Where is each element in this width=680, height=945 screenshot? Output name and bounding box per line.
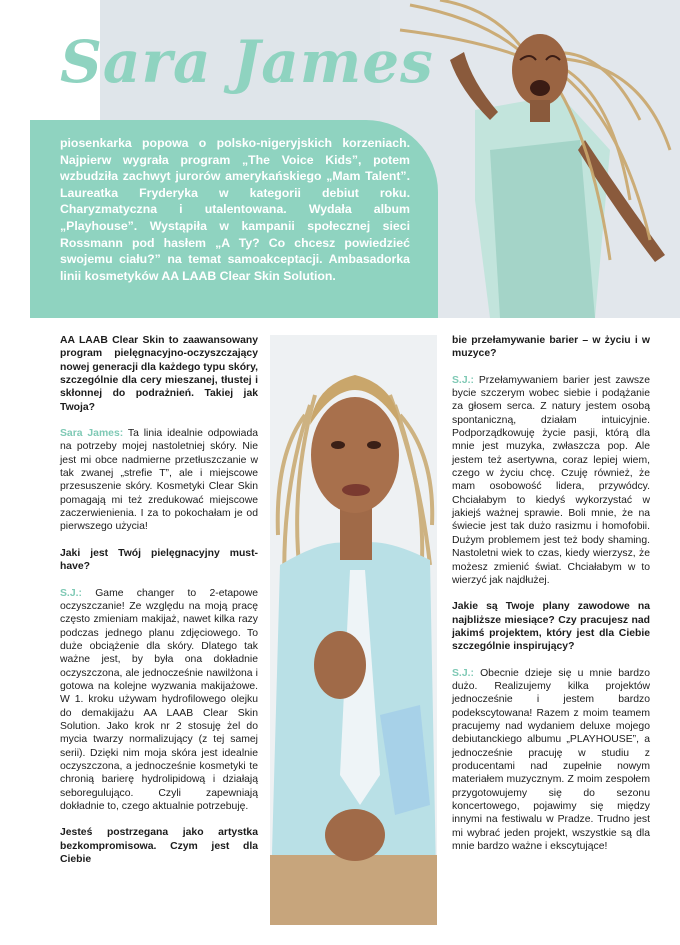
interview-column-right: [452, 334, 650, 866]
speaker-label: S.J.:: [60, 587, 82, 599]
interview-column-left: [60, 334, 258, 879]
page-title: Sara James: [60, 28, 434, 96]
question-1: AA LAAB Clear Skin to zaawansowany program pielęgnacyjno-oczyszczający nowej generacji dla każdego typu skóry, szczególnie dla cery mieszanej, tłustej i skłonnej do podrażnień. Takiej jak Twoja?: [60, 335, 258, 413]
question-3-start: Jesteś postrzegana jako artystka bezkompromisowa. Czym jest dla Ciebie: [60, 827, 258, 866]
answer-text: Przełamywaniem barier jest zawsze bycie szczerym wobec siebie i podążanie za głosem serca. Z natury jestem osobą spontaniczną, działam intuicyjnie. Podporządkowuję życie pasji, którą dla mnie jest muzyka, zwłaszcza pop. Ale jestem też asertywna, coraz lepiej wiem, czego w życiu chcę. Czuję również, że mam osobowość lidera, przywódcy. Chciałabym to kiedyś wykorzystać w jakiejś ważnej sprawie. Boli mnie, że na świecie jest tak dużo rasizmu i homofobii. Dużym problemem jest też body shaming. Nastoletni wiek to czas, kiedy wierzysz, że możesz zmienić świat. Chciałabym w to wierzyć jak najdłużej.: [452, 374, 650, 586]
answer-4: [452, 667, 650, 854]
bio-text: piosenkarka popowa o polsko-nigeryjskich korzeniach. Najpierw wygrała program „The Voice Kids”, potem wzbudziła zachwyt jurorów amerykańskiego „Mam Talent”. Laureatka Fryderyka w kategorii debiut roku. Charyzmatyczna i utalentowana. Wydała album „Playhouse”. Wystąpiła w kampanii społecznej sieci Rossmann pod hasłem „A Ty? Co chcesz powiedzieć swojemu ciału?” na temat samoakceptacji. Ambasadorka linii kosmetyków AA LAAB Clear Skin Solution.: [60, 136, 410, 283]
question-3-end: bie przełamywanie barier – w życiu i w muzyce?: [452, 335, 650, 360]
question-4: Jakie są Twoje plany zawodowe na najbliższe miesiące? Czy pracujesz nad jakimś projektem, który jest dla Ciebie szczególnie inspirujący?: [452, 601, 650, 653]
portrait-photo-sara: [270, 335, 437, 925]
answer-1: [60, 427, 258, 534]
answer-text: Game changer to 2-etapowe oczyszczanie! Ze względu na moją pracę często zmieniam makijaż, nawet kilka razy podczas jednego planu zdjęciowego. To duże obciążenie dla skóry. Dlatego tak ważne jest, by była ona dokładnie oczyszczona, ale jednocześnie nawilżona i gotowa na kolejne wyzwania makijażowe. W 1. kroku używam hydrofilowego olejku do demakijażu AA LAAB Clear Skin Solution. Jako krok nr 2 stosuję żel do mycia twarzy normalizujący (z tej samej serii). Dzięki nim moja skóra jest idealnie oczyszczona, a jednocześnie kosmetyki te chronią barierę hydrolipidową i działają seboregulująco. Czyli zapewniają dokładnie to, czego aktualnie potrzebuję.: [60, 587, 258, 812]
answer-2: [60, 587, 258, 814]
answer-text: Ta linia idealnie odpowiada na potrzeby mojej nastoletniej skóry. Nie jest mi obce nadmierne przetłuszczanie w tak zwanej „strefie T”, ale i miejscowe przesuszenie skóry. Kosmetyki Clear Skin pomagają mi też zredukować miejscowe zaczerwienienia. I za to pokochałam je od pierwszego użycia!: [60, 428, 259, 533]
speaker-label: Sara James:: [60, 428, 124, 440]
bio-box: [30, 120, 438, 318]
answer-3: [452, 374, 650, 588]
speaker-label: S.J.:: [452, 667, 474, 679]
answer-text: Obecnie dzieje się u mnie bardzo dużo. Realizujemy kilka projektów jednocześnie i jestem bardzo podekscytowana! Razem z moim teamem pracujemy nad wydaniem deluxe mojego debiutanckiego albumu „PLAYHOUSE”, a jednocześnie pracuję w studiu z producentami nad zupełnie nowym materiałem muzycznym. Z moim zespołem przygotowujemy się do sezonu koncertowego, pojawimy się między innymi na festiwalu w Pradze. Trudno jest mi wybrać jeden projekt, wszystkie są dla mnie bardzo ważne i ekscytujące!: [452, 667, 650, 853]
speaker-label: S.J.:: [452, 374, 474, 386]
question-2: Jaki jest Twój pielęgnacyjny must-have?: [60, 547, 258, 573]
